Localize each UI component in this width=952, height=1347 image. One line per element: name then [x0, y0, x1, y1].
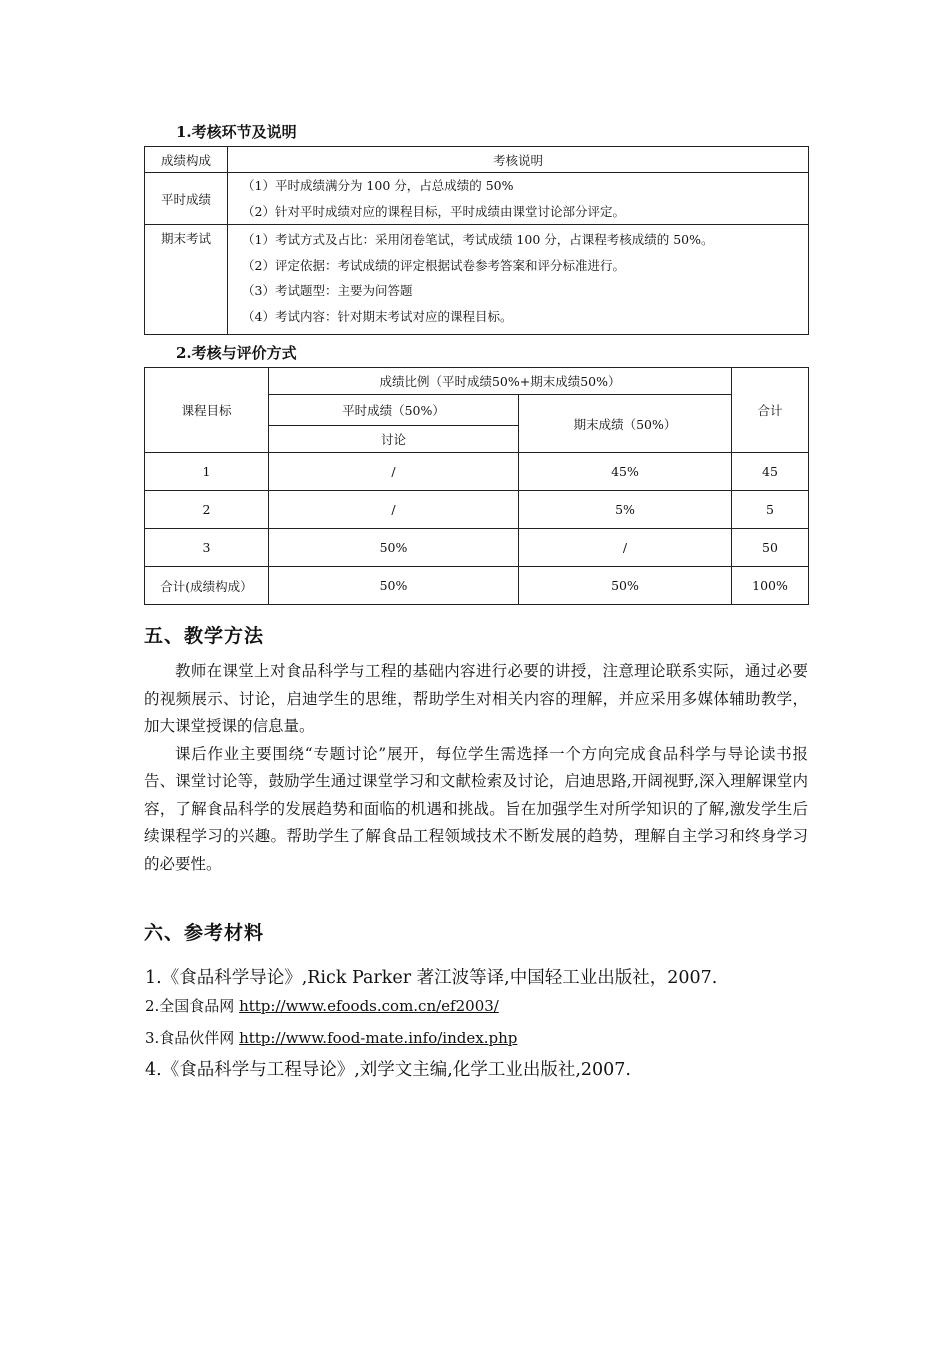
header-grade-ratio: 成绩比例（平时成绩50%+期末成绩50%） — [269, 368, 732, 395]
table-row — [145, 529, 809, 567]
reference-item — [145, 1056, 631, 1081]
reference-text: 3.食品伙伴网 — [145, 1029, 240, 1047]
cell-total: 5 — [732, 491, 809, 529]
table-row — [145, 173, 809, 225]
cell-total: 50 — [732, 529, 809, 567]
description-line: （4）考试内容：针对期末考试对应的课程目标。 — [242, 308, 513, 324]
row-label-usual: 平时成绩 — [145, 173, 228, 225]
description-line: （2）针对平时成绩对应的课程目标，平时成绩由课堂讨论部分评定。 — [242, 203, 625, 219]
evaluation-table — [144, 367, 809, 605]
section-5-title: 五、教学方法 — [144, 625, 265, 647]
row-description — [228, 225, 809, 335]
cell-usual: 50% — [269, 567, 519, 605]
header-discussion: 讨论 — [269, 426, 519, 453]
cell-goal: 1 — [145, 453, 269, 491]
section-2-title: 2.考核与评价方式 — [176, 344, 297, 362]
row-label-final: 期末考试 — [145, 225, 228, 335]
reference-item — [145, 964, 717, 989]
table-row — [145, 225, 809, 335]
cell-final: 45% — [519, 453, 732, 491]
cell-total: 45 — [732, 453, 809, 491]
reference-text: 2.全国食品网 — [145, 997, 240, 1015]
cell-goal: 合计(成绩构成） — [145, 567, 269, 605]
description-line: （3）考试题型：主要为问答题 — [242, 283, 413, 298]
cell-usual: 50% — [269, 529, 519, 567]
reference-link[interactable]: http://www.food-mate.info/index.php — [239, 1029, 518, 1047]
cell-usual: / — [269, 491, 519, 529]
cell-final: / — [519, 529, 732, 567]
reference-item — [145, 995, 499, 1016]
teaching-method-body — [144, 658, 808, 878]
paragraph: 课后作业主要围绕“专题讨论”展开，每位学生需选择一个方向完成食品科学与导论读书报告、课堂讨论等，鼓励学生通过课堂学习和文献检索及讨论，启迪思路,开阔视野,深入理解课堂内容，了解食品科学的发展趋势和面临的机遇和挑战。旨在加强学生对所学知识的了解,激发学生后续课程学习的兴趣。帮助学生了解食品工程领域技术不断发展的趋势，理解自主学习和终身学习的必要性。 — [144, 744, 808, 873]
assessment-table — [144, 146, 809, 335]
cell-total: 100% — [732, 567, 809, 605]
header-total: 合计 — [732, 368, 809, 453]
description-line: （2）评定依据：考试成绩的评定根据试卷参考答案和评分标准进行。 — [242, 257, 625, 273]
section-6-title: 六、参考材料 — [144, 922, 265, 944]
table-row — [145, 491, 809, 529]
header-course-goal: 课程目标 — [145, 368, 269, 453]
table-header-row — [145, 147, 809, 173]
reference-text: 4.《食品科学与工程导论》,刘学文主编,化学工业出版社,2007. — [145, 1060, 631, 1080]
reference-text: 1.《食品科学导论》,Rick Parker 著江波等译,中国轻工业出版社，2007. — [145, 968, 718, 988]
header-usual-grade: 平时成绩（50%） — [269, 395, 519, 426]
description-line: （1）平时成绩满分为 100 分，占总成绩的 50% — [242, 178, 514, 193]
table-total-row — [145, 567, 809, 605]
section-1-title: 1.考核环节及说明 — [176, 123, 297, 141]
reference-link[interactable]: http://www.efoods.com.cn/ef2003/ — [239, 997, 499, 1015]
cell-final: 5% — [519, 491, 732, 529]
cell-goal: 3 — [145, 529, 269, 567]
paragraph: 教师在课堂上对食品科学与工程的基础内容进行必要的讲授，注意理论联系实际，通过必要的视频展示、讨论，启迪学生的思维，帮助学生对相关内容的理解，并应采用多媒体辅助教学，加大课堂授课的信息量。 — [144, 662, 808, 735]
table-header-row — [145, 368, 809, 395]
cell-usual: / — [269, 453, 519, 491]
cell-final: 50% — [519, 567, 732, 605]
row-description — [228, 173, 809, 225]
table-row — [145, 453, 809, 491]
description-line: （1）考试方式及占比：采用闭卷笔试，考试成绩 100 分，占课程考核成绩的 50%。 — [242, 232, 714, 247]
header-assessment-description: 考核说明 — [228, 147, 809, 173]
header-grade-composition: 成绩构成 — [145, 147, 228, 173]
cell-goal: 2 — [145, 491, 269, 529]
reference-item — [145, 1027, 517, 1048]
header-final-grade: 期末成绩（50%） — [519, 395, 732, 453]
